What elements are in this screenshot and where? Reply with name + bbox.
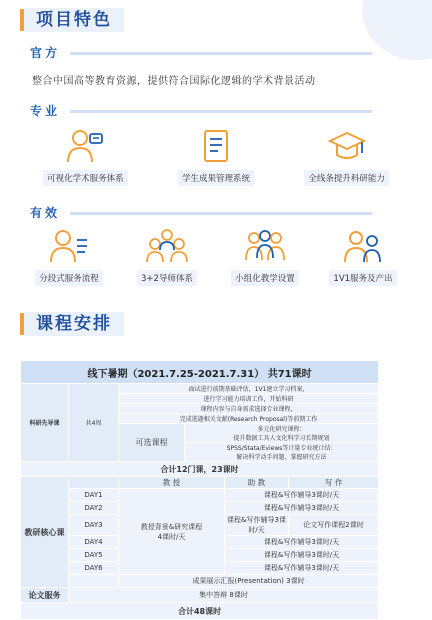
feature-label: 全线条提升科研能力 — [304, 170, 389, 186]
opt-line: 提升数据工具人文化科学习长期规划 — [233, 435, 330, 442]
table-header: 线下暑期（2021.7.25-2021.7.31） 共71课时 — [21, 361, 379, 384]
col-write: 写 作 — [289, 477, 379, 489]
section-course-schedule — [20, 312, 124, 336]
table-cell: 课程&写作辅导3课时/天 — [225, 489, 379, 502]
feature-item — [24, 228, 114, 286]
empty-cell — [69, 575, 119, 588]
effective-features — [0, 228, 432, 286]
subheading-professional: 专业 — [30, 104, 61, 118]
col-teach: 教 授 — [119, 477, 225, 489]
slogan-text: 整合中国高等教育资源，提供符合国际化逻辑的学术背景活动 — [32, 76, 316, 87]
section-title: 课程安排 — [24, 312, 124, 336]
day-cell: DAY2 — [69, 502, 119, 515]
duration-cell: 共4周 — [69, 384, 119, 462]
teach-text: 教授背景&研究课程 — [140, 522, 203, 531]
optional-course-label: 可选课程 — [119, 424, 185, 462]
table-cell — [185, 443, 379, 462]
feature-item — [30, 128, 140, 186]
section-project-features — [20, 8, 124, 32]
table-cell: 论文写作课程2课时 — [289, 515, 379, 536]
schedule-table — [20, 360, 379, 620]
table-cell: 集中答辩 8课时 — [69, 588, 379, 603]
graduation-cap-icon — [327, 128, 367, 164]
teach-hours: 4课时/天 — [157, 532, 186, 541]
row-label-thesis: 论文服务 — [21, 588, 69, 603]
table-cell: 面试进行前期基础评估，1V1建立学习档案， — [119, 384, 379, 394]
day-cell: DAY3 — [69, 515, 119, 536]
day-cell: DAY1 — [69, 489, 119, 502]
feature-label: 分段式服务流程 — [35, 270, 103, 286]
feature-item — [292, 128, 402, 186]
advisor-icon — [65, 128, 105, 164]
feature-label: 小组化教学设置 — [231, 270, 299, 286]
table-cell: 课程&写作辅导3课时/天 — [225, 515, 289, 536]
divider-line — [70, 110, 372, 113]
class-icon — [243, 228, 287, 264]
feature-label: 1V1服务及产出 — [329, 270, 396, 286]
opt-line: SPSS/Stata/Eviews等计量专业统计结： — [226, 445, 337, 452]
divider-line — [70, 212, 372, 215]
background-blob — [362, 0, 432, 60]
divider-line — [70, 52, 372, 55]
table-cell — [185, 424, 379, 443]
teach-cell — [119, 489, 225, 575]
table-cell: 完成选题相关文献(Research Proposal)等前期工作 — [119, 414, 379, 424]
table-cell: 课程内容与自身需求选择专业课程， — [119, 404, 379, 414]
section-title: 项目特色 — [24, 8, 124, 32]
group-icon — [145, 228, 189, 264]
table-cell: 课程&写作辅导3课时/天 — [225, 549, 379, 562]
row-label-core: 教研核心课 — [21, 477, 69, 588]
feature-label: 可视化学术服务体系 — [43, 170, 128, 186]
mentor-icon — [343, 228, 383, 264]
professional-features — [0, 128, 432, 186]
document-icon — [196, 128, 236, 164]
table-cell: 课程&写作辅导3课时/天 — [225, 562, 379, 575]
day-cell: DAY5 — [69, 549, 119, 562]
presentation-cell: 成果展示汇报(Presentation) 3课时 — [119, 575, 379, 588]
feature-label: 3+2导师体系 — [137, 270, 197, 286]
col-help: 助 教 — [225, 477, 289, 489]
feature-item — [220, 228, 310, 286]
opt-line: 多元化研究课程： — [257, 426, 306, 433]
opt-line: 解决科学动手问题、掌握研究方法 — [236, 454, 327, 461]
feature-item — [318, 228, 408, 286]
table-cell: 课程&写作辅导3课时/天 — [225, 502, 379, 515]
subheading-effective: 有效 — [30, 206, 61, 220]
day-cell: DAY4 — [69, 536, 119, 549]
team-icon — [49, 228, 89, 264]
total-row: 合计48课时 — [21, 603, 379, 620]
empty-cell — [69, 477, 119, 489]
feature-item — [122, 228, 212, 286]
subtotal-row: 合计12门课，23课时 — [21, 462, 379, 477]
day-cell: DAY6 — [69, 562, 119, 575]
row-label-pre-research: 科研先导课 — [21, 384, 69, 462]
subheading-official: 官方 — [30, 46, 61, 60]
feature-label: 学生成果管理系统 — [178, 170, 254, 186]
feature-item — [161, 128, 271, 186]
table-cell: 进行学习能力培训工作，开始科研 — [119, 394, 379, 404]
table-cell: 课程&写作辅导3课时/天 — [225, 536, 379, 549]
